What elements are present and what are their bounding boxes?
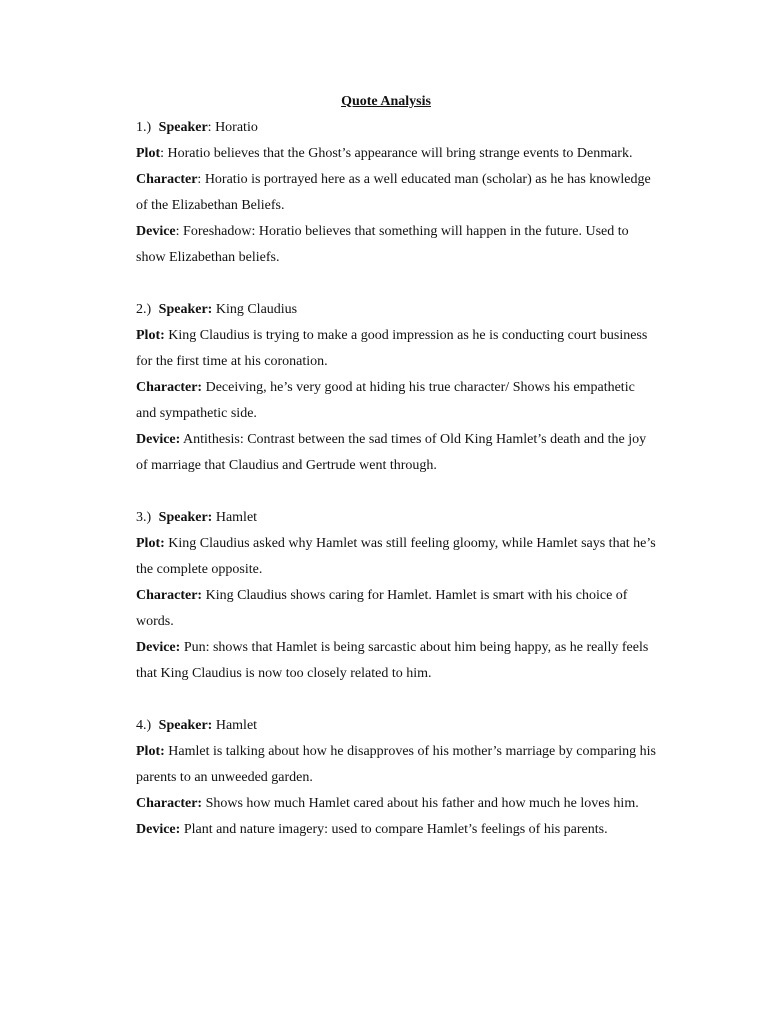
- document-body: [136, 89, 656, 869]
- character-line: [136, 791, 656, 817]
- plot-text: Hamlet is talking about how he disapproves of his mother’s marriage by comparing his parents to an unweeded garden.: [136, 744, 656, 785]
- section-number: 4.): [136, 718, 152, 733]
- speaker-line: [136, 297, 656, 323]
- quote-section-3: [136, 505, 656, 687]
- speaker-line: [136, 115, 656, 141]
- character-label: Character: [136, 172, 198, 187]
- document-title: Quote Analysis: [341, 94, 431, 109]
- section-number: 3.): [136, 510, 152, 525]
- plot-line: [136, 323, 656, 375]
- speaker-name: King Claudius: [212, 302, 298, 317]
- device-separator: :: [175, 224, 180, 239]
- device-label: Device: [136, 224, 176, 239]
- character-label: Character:: [136, 588, 203, 603]
- speaker-line: [136, 505, 656, 531]
- device-label: Device:: [136, 822, 181, 837]
- device-label: Device:: [136, 640, 181, 655]
- device-text: Pun: shows that Hamlet is being sarcastic about him being happy, as he really feels that King Claudius is now too closely related to him.: [136, 640, 649, 681]
- section-number: 2.): [136, 302, 152, 317]
- character-separator: :: [197, 172, 202, 187]
- device-line: [136, 635, 656, 687]
- plot-text: Horatio believes that the Ghost’s appearance will bring strange events to Denmark.: [164, 146, 633, 161]
- speaker-line: [136, 713, 656, 739]
- section-number: 1.): [136, 120, 152, 135]
- device-text: Antithesis: Contrast between the sad times of Old King Hamlet’s death and the joy of marriage that Claudius and Gertrude went through.: [136, 432, 647, 473]
- speaker-name: Horatio: [211, 120, 258, 135]
- quote-section-1: [136, 115, 656, 271]
- plot-label: Plot:: [136, 744, 165, 759]
- character-text: Deceiving, he’s very good at hiding his true character/ Shows his empathetic and sympathetic side.: [136, 380, 635, 421]
- character-line: [136, 375, 656, 427]
- plot-line: [136, 531, 656, 583]
- character-text: Horatio is portrayed here as a well educated man (scholar) as he has knowledge of the Elizabethan Beliefs.: [136, 172, 651, 213]
- plot-label: Plot: [136, 146, 161, 161]
- character-label: Character:: [136, 380, 203, 395]
- character-line: [136, 167, 656, 219]
- character-text: Shows how much Hamlet cared about his father and how much he loves him.: [202, 796, 639, 811]
- device-line: [136, 219, 656, 271]
- device-label: Device:: [136, 432, 181, 447]
- plot-line: [136, 141, 656, 167]
- plot-text: King Claudius is trying to make a good impression as he is conducting court business for the first time at his coronation.: [136, 328, 648, 369]
- character-label: Character:: [136, 796, 203, 811]
- plot-label: Plot:: [136, 536, 165, 551]
- plot-separator: :: [160, 146, 164, 161]
- plot-label: Plot:: [136, 328, 165, 343]
- character-text: King Claudius shows caring for Hamlet. Hamlet is smart with his choice of words.: [136, 588, 628, 629]
- plot-line: [136, 739, 656, 791]
- speaker-label: Speaker:: [158, 302, 213, 317]
- device-line: [136, 427, 656, 479]
- speaker-label: Speaker:: [158, 510, 213, 525]
- quote-section-2: [136, 297, 656, 479]
- speaker-name: Hamlet: [212, 718, 258, 733]
- plot-text: King Claudius asked why Hamlet was still feeling gloomy, while Hamlet says that he’s the complete opposite.: [136, 536, 656, 577]
- device-text: Foreshadow: Horatio believes that something will happen in the future. Used to show Elizabethan beliefs.: [136, 224, 629, 265]
- quote-section-4: [136, 713, 656, 843]
- speaker-name: Hamlet: [212, 510, 258, 525]
- device-line: [136, 817, 656, 843]
- speaker-label: Speaker:: [158, 718, 213, 733]
- character-line: [136, 583, 656, 635]
- speaker-separator: :: [207, 120, 212, 135]
- device-text: Plant and nature imagery: used to compare Hamlet’s feelings of his parents.: [180, 822, 608, 837]
- speaker-label: Speaker: [158, 120, 208, 135]
